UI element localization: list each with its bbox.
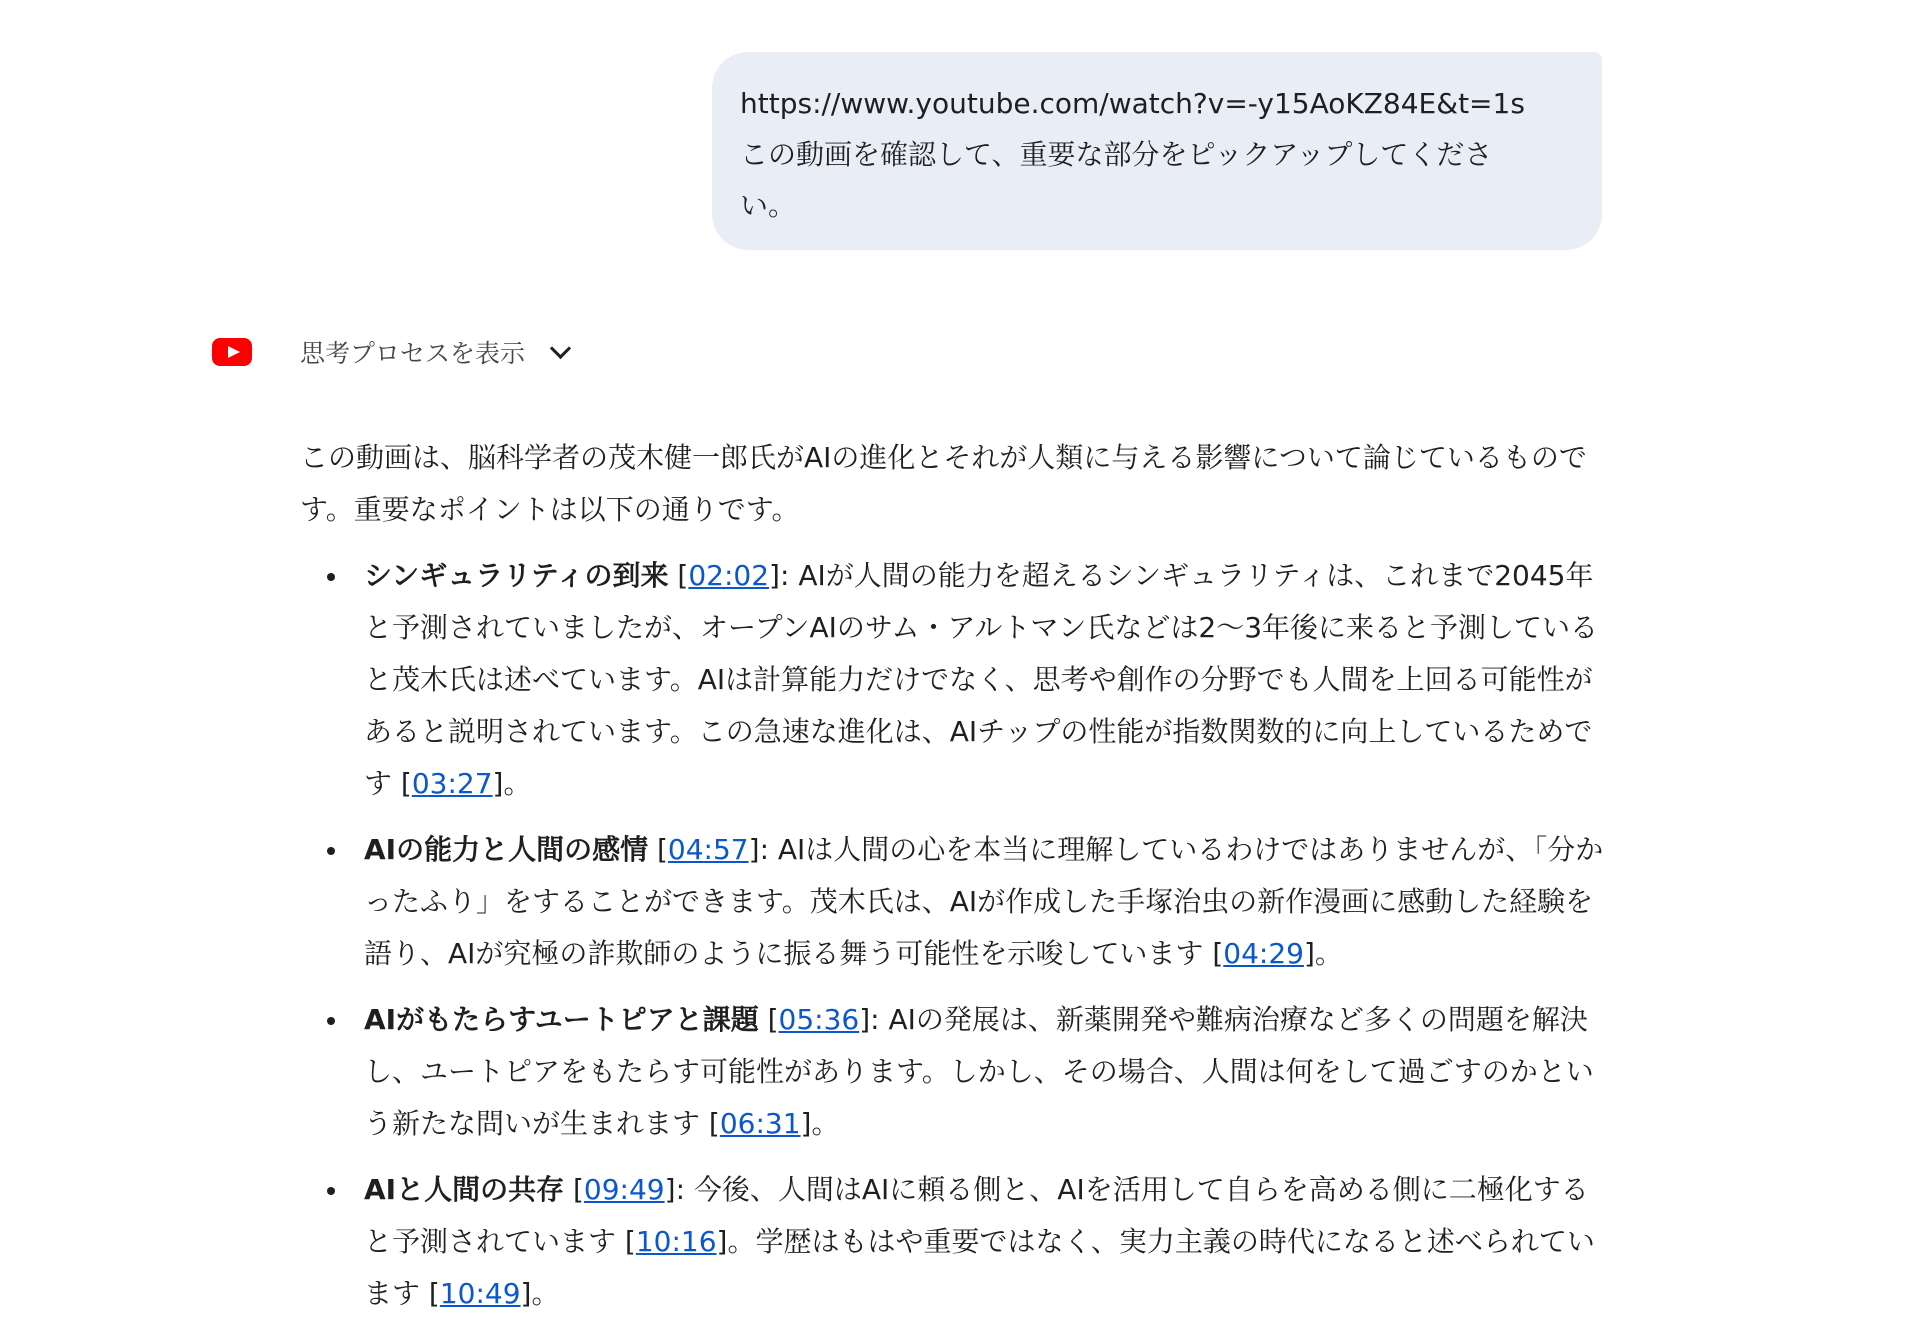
point-title: AIがもたらすユートピアと課題	[364, 1003, 759, 1036]
response-intro: この動画は、脳科学者の茂木健一郎氏がAIの進化とそれが人類に与える影響について論じているものです。重要なポイントは以下の通りです。	[300, 441, 1587, 526]
point-end: 。	[1314, 937, 1343, 970]
user-message-bubble	[712, 52, 1602, 250]
point-end: 。	[503, 767, 532, 800]
thoughts-toggle[interactable]	[212, 332, 568, 372]
point-title: シンギュラリティの到来	[364, 559, 669, 592]
key-points-list	[300, 550, 1610, 1320]
list-item: AIの能力と人間の感情 [04:57]: AIは人間の心を本当に理解しているわけではありませんが、「分かったふり」をすることができます。茂木氏は、AIが作成した手塚治虫の新作漫画に感動した経験を語り、AIが究極の詐欺師のように振る舞う可能性を示唆しています [04:29]。	[364, 824, 1610, 980]
youtube-icon	[212, 338, 252, 366]
point-end: 。	[531, 1277, 560, 1310]
point-text: 。学歴はもはや重要ではなく、実力主義の時代になると述べられています	[364, 1225, 1595, 1310]
timestamp-link[interactable]: 03:27	[411, 767, 493, 800]
model-response	[300, 432, 1610, 1334]
point-text: : 今後、人間はAIに頼る側と、AIを活用して自らを高める側に二極化すると予測されています	[364, 1173, 1589, 1258]
timestamp-link[interactable]: 09:49	[583, 1173, 665, 1206]
point-text: : AIは人間の心を本当に理解しているわけではありませんが、「分かったふり」をすることができます。茂木氏は、AIが作成した手塚治虫の新作漫画に感動した経験を語り、AIが究極の詐欺師のように振る舞う可能性を示唆しています	[364, 833, 1604, 970]
point-text: : AIの発展は、新薬開発や難病治療など多くの問題を解決し、ユートピアをもたらす可能性があります。しかし、その場合、人間は何をして過ごすのかという新たな問いが生まれます	[364, 1003, 1594, 1140]
point-text: : AIが人間の能力を超えるシンギュラリティは、これまで2045年と予測されていましたが、オープンAIのサム・アルトマン氏などは2〜3年後に来ると予測していると茂木氏は述べています。AIは計算能力だけでなく、思考や創作の分野でも人間を上回る可能性があると説明されています。この急速な進化は、AIチップの性能が指数関数的に向上しているためです	[364, 559, 1599, 800]
timestamp-link[interactable]: 04:57	[667, 833, 749, 866]
point-title: AIの能力と人間の感情	[364, 833, 649, 866]
timestamp-link[interactable]: 06:31	[719, 1107, 801, 1140]
point-title: AIと人間の共存	[364, 1173, 565, 1206]
list-item: AIと人間の共存 [09:49]: 今後、人間はAIに頼る側と、AIを活用して自らを高める側に二極化すると予測されています [10:16]。学歴はもはや重要ではなく、実力主義の時代になると述べられています [10:49]。	[364, 1164, 1610, 1320]
timestamp-link[interactable]: 04:29	[1223, 937, 1304, 970]
timestamp-link[interactable]: 02:02	[688, 559, 770, 592]
list-item: AIがもたらすユートピアと課題 [05:36]: AIの発展は、新薬開発や難病治療など多くの問題を解決し、ユートピアをもたらす可能性があります。しかし、その場合、人間は何をして過ごすのかという新たな問いが生まれます [06:31]。	[364, 994, 1610, 1150]
user-message-url: https://www.youtube.com/watch?v=-y15AoKZ84E&t=1s	[740, 87, 1525, 120]
list-item: シンギュラリティの到来 [02:02]: AIが人間の能力を超えるシンギュラリティは、これまで2045年と予測されていましたが、オープンAIのサム・アルトマン氏などは2〜3年後に来ると予測していると茂木氏は述べています。AIは計算能力だけでなく、思考や創作の分野でも人間を上回る可能性があると説明されています。この急速な進化は、AIチップの性能が指数関数的に向上しているためです [03:27]。	[364, 550, 1610, 810]
timestamp-link[interactable]: 05:36	[778, 1003, 860, 1036]
thoughts-label[interactable]: 思考プロセスを表示	[300, 339, 526, 368]
point-end: 。	[811, 1107, 840, 1140]
chevron-down-icon[interactable]	[550, 337, 571, 358]
timestamp-link[interactable]: 10:49	[439, 1277, 521, 1310]
user-message-text: この動画を確認して、重要な部分をピックアップしてください。	[740, 138, 1493, 222]
timestamp-link[interactable]: 10:16	[635, 1225, 717, 1258]
